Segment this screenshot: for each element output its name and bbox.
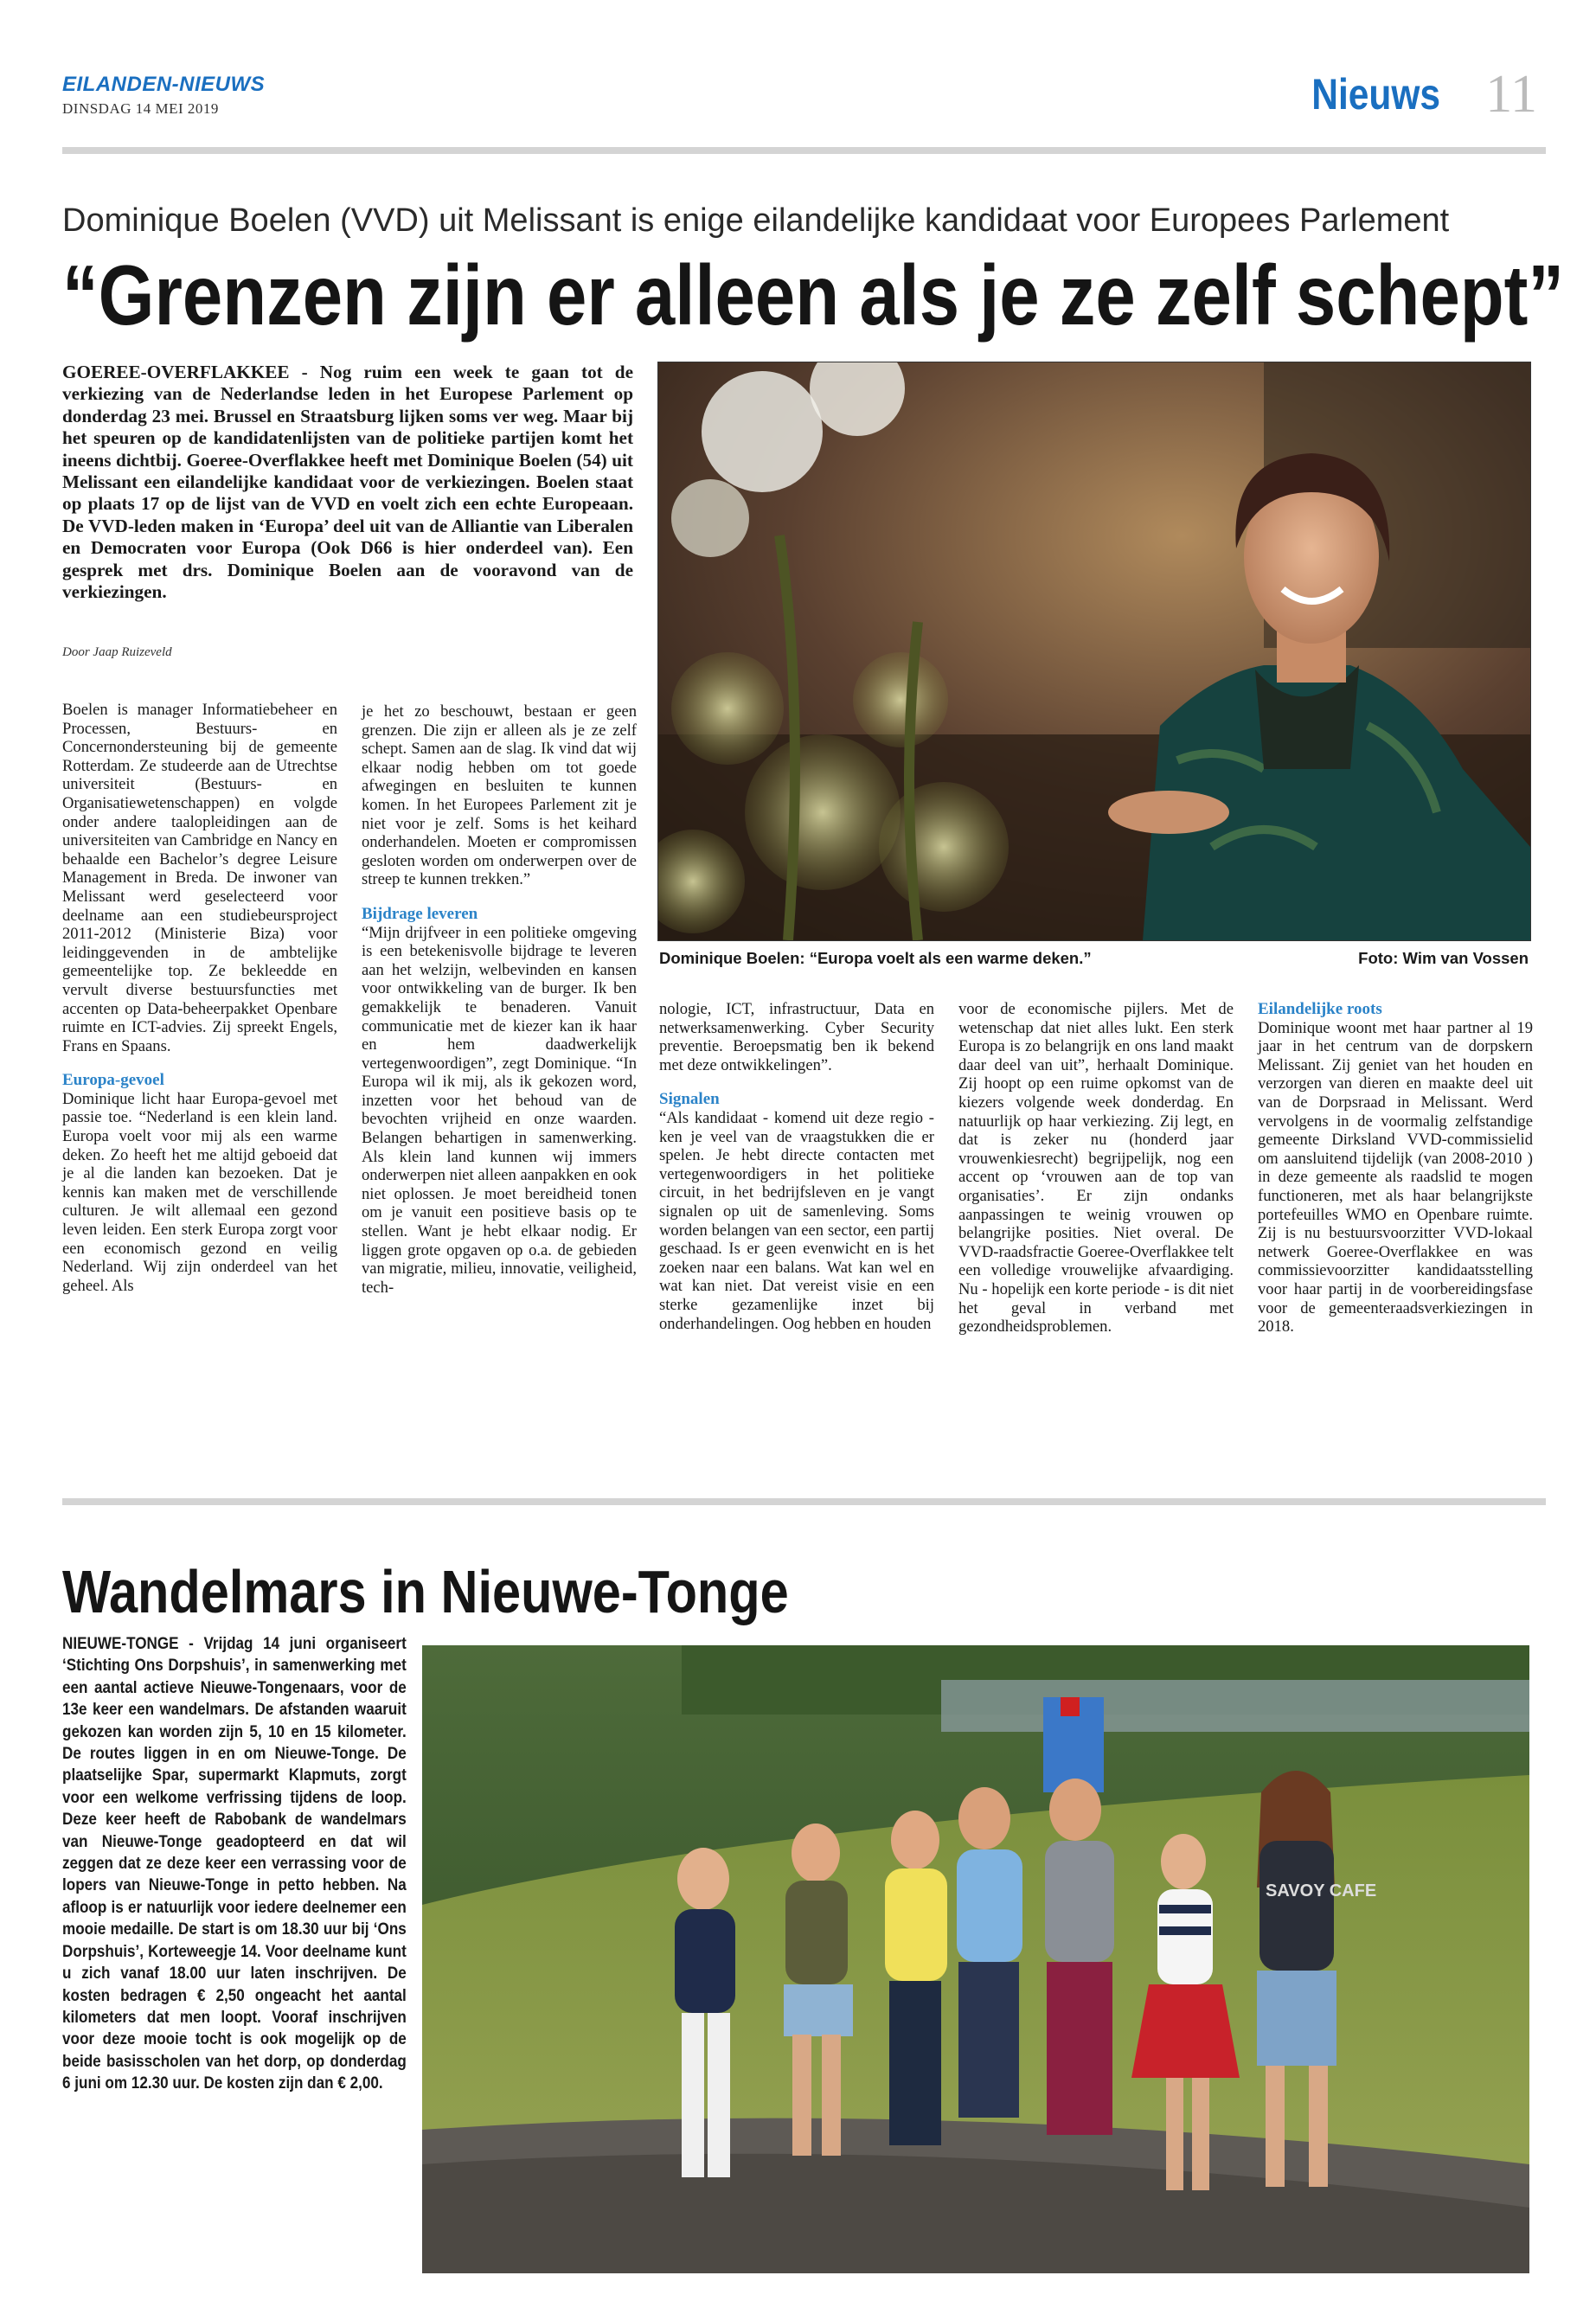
column-3 bbox=[659, 1000, 934, 1333]
section-title: Nieuws bbox=[1311, 70, 1440, 119]
issue-date: DINSDAG 14 MEI 2019 bbox=[62, 100, 219, 117]
tshirt-print: SAVOY CAFE bbox=[1266, 1881, 1377, 1900]
column-1 bbox=[62, 701, 337, 1295]
paragraph: Dominique licht haar Europa-gevoel met passie toe. “Nederland is een klein land. Europa voelt voor mij als een warme deken. Zo heeft het me altijd geboeid dat je al die landen kan bezoeken. Dat je kennis kan maken met de verschillende culturen. Je wilt allemaal een gezond leven leiden. Een sterk Europa zorgt voor een economisch gezond en veilig Nederland. Wij zijn onderdeel van het geheel. Als bbox=[62, 1089, 337, 1295]
article-subhead: Dominique Boelen (VVD) uit Melissant is enige eilandelijke kandidaat voor Europees Parlement bbox=[62, 202, 1450, 239]
paragraph: voor de economische pijlers. Met de wetenschap dat niet alles lukt. Een sterk Europa is zo belangrijk en ons land maakt daar deel van uit”, herhaalt Dominique. Zij hoopt op een ruime opkomst van de kiezers volgende week donderdag. En natuurlijk op haar verkiezing. Zij legt, en dat is zeker nu (honderd jaar vrouwenkiesrecht) begrijpelijk, nog een accent op ‘vrouwen aan de top van organisaties’. Er zijn ondanks aanpassingen te weinig vrouwen op belangrijke posities. Niet overal. De VVD-raadsfractie Goeree-Overflakkee telt een volledige vrouwelijke afvaardiging. Nu - hopelijk een korte periode - is dit niet het geval in verband met gezondheidsproblemen. bbox=[958, 1000, 1234, 1336]
intertitle: Europa-gevoel bbox=[62, 1071, 164, 1090]
intertitle: Bijdrage leveren bbox=[362, 904, 478, 923]
newspaper-logo: EILANDEN-NIEUWS bbox=[62, 73, 266, 96]
photo-caption: Dominique Boelen: “Europa voelt als een warme deken.” bbox=[659, 949, 1092, 967]
column-5 bbox=[1258, 1000, 1533, 1336]
walkers-photo bbox=[422, 1645, 1529, 2273]
article-lead: GOEREE-OVERFLAKKEE - Nog ruim een week te gaan tot de verkiezing van de Nederlandse leden in het Europese Parlement op donderdag 23 mei. Brussel en Straatsburg lijken soms ver weg. Maar bij het speuren op de kandidatenlijsten van de politieke partijen komt het ineens dichtbij. Goeree-Overflakkee heeft met Dominique Boelen (54) uit Melissant een eilandelijke kandidaat voor de verkiezingen. Boelen staat op plaats 17 op de lijst van de VVD en voelt zich een echte Europeaan. De VVD-leden maken in ‘Europa’ deel uit van de Alliantie van Liberalen en Democraten voor Europa (Ook D66 is hier onderdeel van). Een gesprek met drs. Dominique Boelen aan de vooravond van de verkiezingen. bbox=[62, 362, 633, 603]
paragraph: je het zo beschouwt, bestaan er geen grenzen. Die zijn er alleen als je ze zelf schept. Samen aan de slag. Ik vind dat wij elkaar nodig hebben om tot goede afwegingen en besluiten te kunnen komen. In het Europees Parlement zit je niet voor je zelf. Soms is het keihard onderhandelen. Moeten er compromissen gesloten worden om onderwerpen over de streep te kunnen trekken.” bbox=[362, 702, 637, 889]
column-2 bbox=[362, 702, 637, 1297]
article2-body: NIEUWE-TONGE - Vrijdag 14 juni organiseert ‘Stichting Ons Dorpshuis’, in samenwerking met een aantal actieve Nieuwe-Tongenaars, voor de 13e keer een wandelmars. De afstanden waaruit gekozen kan worden zijn 5, 10 en 15 kilometer. De routes liggen in en om Nieuwe-Tonge. De plaatselijke Spar, supermarkt Klapmuts, zorgt voor een welkome verfrissing tijdens de loop. Deze keer heeft de Rabobank de wandelmars van Nieuwe-Tonge geadopteerd en dat wil zeggen dat ze deze keer een verrassing voor de lopers van Nieuwe-Tonge in petto hebben. Na afloop is er natuurlijk voor iedere deelnemer een mooie medaille. De start is om 18.30 uur bij ‘Ons Dorpshuis’, Korteweegje 14. Voor deelname kunt u zich vanaf 18.00 uur laten inschrijven. De kosten bedragen € 2,50 ongeacht het aantal kilometers dat men loopt. Vooraf inschrijven voor deze mooie tocht is ook mogelijk op de beide basisscholen van het dorp, op donderdag 6 juni om 12.30 uur. De kosten zijn dan € 2,00. bbox=[62, 1635, 407, 2093]
paragraph: Boelen is manager Informatiebeheer en Processen, Bestuurs- en Concernondersteuning bij de gemeente Rotterdam. Ze studeerde aan de Utrechtse universiteit (Bestuurs- en Organisatiewetenschappen) en volgde onder andere taalopleidingen aan de universiteiten van Cambridge en Nancy en behaalde een Bachelor’s degree Leisure Management in Breda. De inwoner van Melissant werd geselecteerd voor deelname aan een studiebeursproject 2011-2012 (Ministerie Biza) voor leidinggevenden in de ambtelijke gemeentelijke top. Ze bekleedde en vervult diverse bestuursfuncties met accenten op Data-beheerpakket Openbare ruimte en ICT-advies. Zij spreekt Engels, Frans en Spaans. bbox=[62, 701, 337, 1055]
paragraph: Dominique woont met haar partner al 19 jaar in het centrum van de dorpskern Melissant. Zij geniet van het houden en verzorgen van dieren en maakte deel uit van de Dorpsraad in Melissant. Werd vervolgens in de voormalig zelfstandige gemeente Dirksland VVD-commissielid om aansluitend tijdelijk (van 2008-2010 ) in deze gemeente als raadslid te mogen functioneren, met als haar belangrijkste portefeuilles WMO en Openbare ruimte. Zij is nu bestuursvoorzitter VVD-lokaal netwerk Goeree-Overflakkee en was commissievoorzitter kandidaatsstelling voor haar partij in de voorbereidingsfase voor de gemeenteraadsverkiezingen in 2018. bbox=[1258, 1018, 1533, 1336]
portrait-illustration bbox=[658, 362, 1530, 940]
paragraph: “Mijn drijfveer in een politieke omgeving is een betekenisvolle bijdrage te leveren aan het welzijn, welbevinden en kansen voor ontwikkeling van de burger. Ik ben gemakkelijk te benaderen. Vanuit communicatie met de kiezer kan ik haar en hem daadwerkelijk vertegenwoordigen”, zegt Dominique. “In Europa wil ik mij, als ik gekozen word, inzetten voor het behoud van de bevochten vrijheid en onze waarden. Belangen behartigen in samenwerking. Als klein land kunnen wij immers onderwerpen niet alleen aanpakken en ook niet oplossen. Je moet bereidheid tonen om je vanuit een positieve basis op te stellen. Want je hebt elkaar nodig. Er liggen grote opgaven op o.a. de gebieden van migratie, milieu, innovatie, veiligheid, tech- bbox=[362, 923, 637, 1297]
byline: Door Jaap Ruizeveld bbox=[62, 645, 172, 659]
paragraph: “Als kandidaat - komend uit deze regio - ken je veel van de vraagstukken die er spelen. Je hebt directe contacten met vertegenwoordigers in het politieke circuit, in het bedrijfsleven en je vangt signalen op uit de samenleving. Soms worden belangen van een sector, een partij geschaad. Is er geen evenwicht en is het zoeken naar een balans. Wat kan wel en wat kan niet. Dat vereist visie en een sterke gezamenlijke inzet bij onderhandelingen. Oog hebben en houden bbox=[659, 1108, 934, 1333]
section-divider bbox=[62, 1498, 1546, 1505]
top-rule bbox=[62, 147, 1546, 154]
intertitle: Eilandelijke roots bbox=[1258, 1000, 1382, 1018]
photo-credit: Foto: Wim van Vossen bbox=[1358, 949, 1529, 967]
intertitle: Signalen bbox=[659, 1090, 720, 1109]
portrait-photo bbox=[657, 362, 1531, 941]
article2-headline: Wandelmars in Nieuwe-Tonge bbox=[62, 1558, 789, 1625]
column-4 bbox=[958, 1000, 1234, 1336]
page-number: 11 bbox=[1485, 65, 1537, 124]
paragraph: nologie, ICT, infrastructuur, Data en netwerksamenwerking. Cyber Security preventie. Beroepsmatig ben ik bekend met deze ontwikkelingen”. bbox=[659, 1000, 934, 1074]
walkers-illustration bbox=[422, 1645, 1529, 2273]
article-headline: “Grenzen zijn er alleen als je ze zelf schept” bbox=[62, 247, 1565, 343]
